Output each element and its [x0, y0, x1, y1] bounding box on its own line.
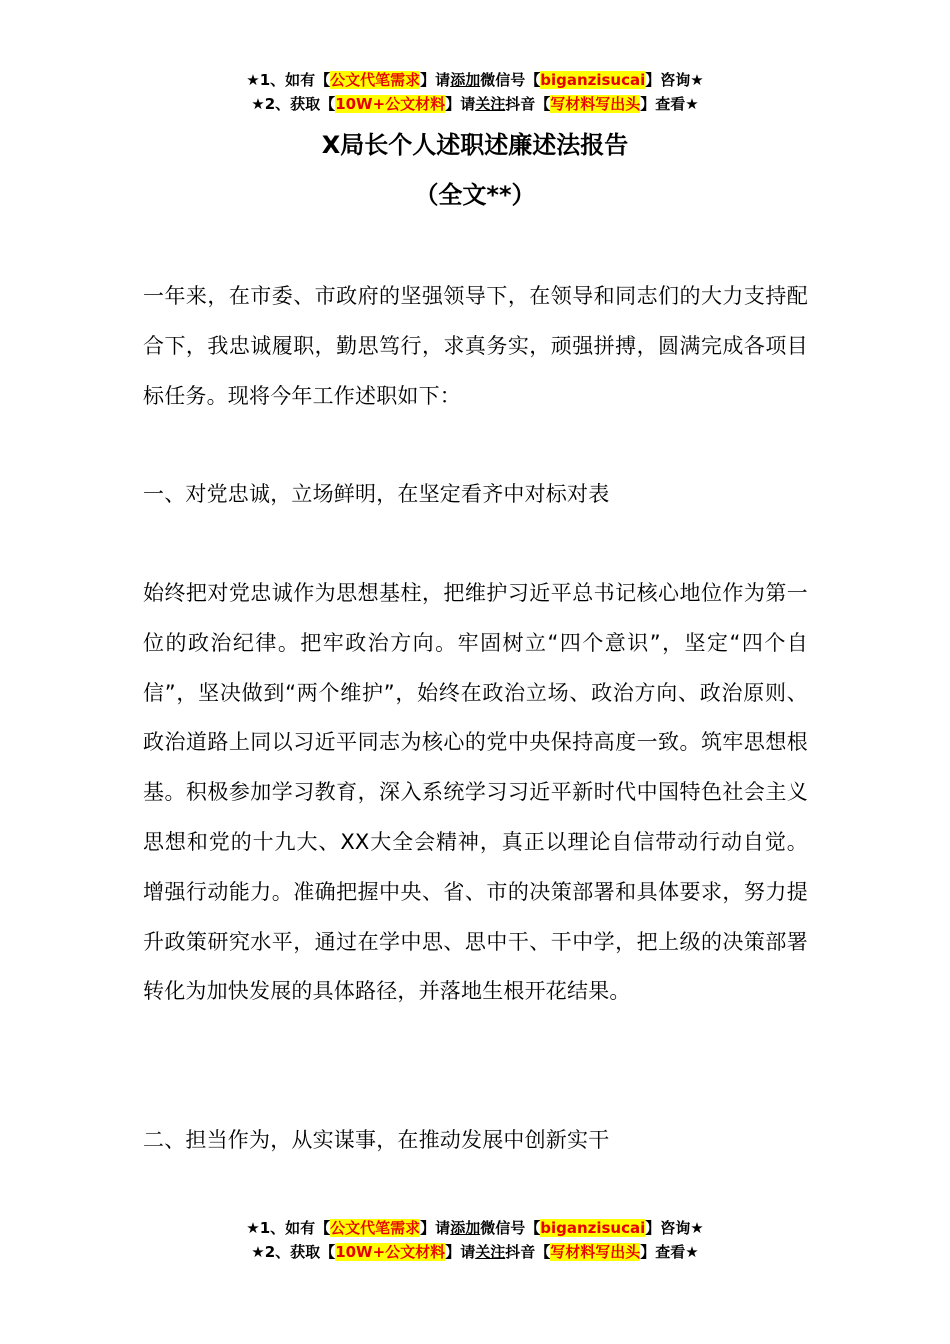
document-subtitle: （全文**） — [414, 181, 536, 209]
banner-line-2 — [0, 92, 950, 116]
banner-text: 抖音【 — [505, 95, 551, 113]
banner-text: 】咨询★ — [645, 1219, 704, 1237]
banner-text: 】请 — [445, 95, 476, 113]
banner-text: ★1、如有【 — [246, 1219, 331, 1237]
banner-underlined: 关注 — [475, 95, 506, 113]
document-title: X局长个人述职述廉述法报告 — [321, 131, 629, 159]
banner-underlined: 关注 — [475, 1243, 506, 1261]
banner-text: 微信号【 — [480, 1219, 541, 1237]
banner-highlight: 公文代笔需求 — [330, 1219, 421, 1237]
banner-highlight: biganzisucai — [540, 1219, 646, 1237]
banner-line-2 — [0, 1240, 950, 1264]
banner-text: 】咨询★ — [645, 71, 704, 89]
banner-text: 】查看★ — [640, 95, 699, 113]
banner-line-1 — [0, 68, 950, 92]
banner-text: 抖音【 — [505, 1243, 551, 1261]
intro-paragraph: 一年来，在市委、市政府的坚强领导下，在领导和同志们的大力支持配合下，我忠诚履职，勤思笃行，求真务实，顽强拼搏，圆满完成各项目标任务。现将今年工作述职如下： — [143, 284, 808, 408]
banner-text: 微信号【 — [480, 71, 541, 89]
banner-text: ★1、如有【 — [246, 71, 331, 89]
section-heading-1: 一、对党忠诚，立场鲜明，在坚定看齐中对标对表 — [143, 482, 610, 506]
section-heading-2: 二、担当作为，从实谋事，在推动发展中创新实干 — [143, 1128, 610, 1152]
bottom-banner — [0, 1216, 950, 1264]
banner-underlined: 添加 — [450, 1219, 481, 1237]
banner-underlined: 添加 — [450, 71, 481, 89]
banner-line-1 — [0, 1216, 950, 1240]
banner-highlight: 10W+公文材料 — [335, 95, 446, 113]
banner-text: 】请 — [445, 1243, 476, 1261]
banner-highlight: 公文代笔需求 — [330, 71, 421, 89]
banner-text: 】请 — [420, 1219, 451, 1237]
banner-text: ★2、获取【 — [251, 95, 336, 113]
banner-text: 】请 — [420, 71, 451, 89]
banner-highlight: 10W+公文材料 — [335, 1243, 446, 1261]
banner-highlight: 写材料写出头 — [550, 95, 641, 113]
banner-highlight: 写材料写出头 — [550, 1243, 641, 1261]
banner-highlight: biganzisucai — [540, 71, 646, 89]
top-banner — [0, 68, 950, 116]
banner-text: 】查看★ — [640, 1243, 699, 1261]
section-paragraph-1: 始终把对党忠诚作为思想基柱，把维护习近平总书记核心地位作为第一位的政治纪律。把牢政治方向。牢固树立“四个意识”，坚定“四个自信”，坚决做到“两个维护”，始终在政治立场、政治方向、政治原则、政治道路上同以习近平同志为核心的党中央保持高度一致。筑牢思想根基。积极参加学习教育，深入系统学习习近平新时代中国特色社会主义思想和党的十九大、XX大全会精神，真正以理论自信带动行动自觉。增强行动能力。准确把握中央、省、市的决策部署和具体要求，努力提升政策研究水平，通过在学中思、思中干、干中学，把上级的决策部署转化为加快发展的具体路径，并落地生根开花结果。 — [143, 581, 808, 1004]
banner-text: ★2、获取【 — [251, 1243, 336, 1261]
